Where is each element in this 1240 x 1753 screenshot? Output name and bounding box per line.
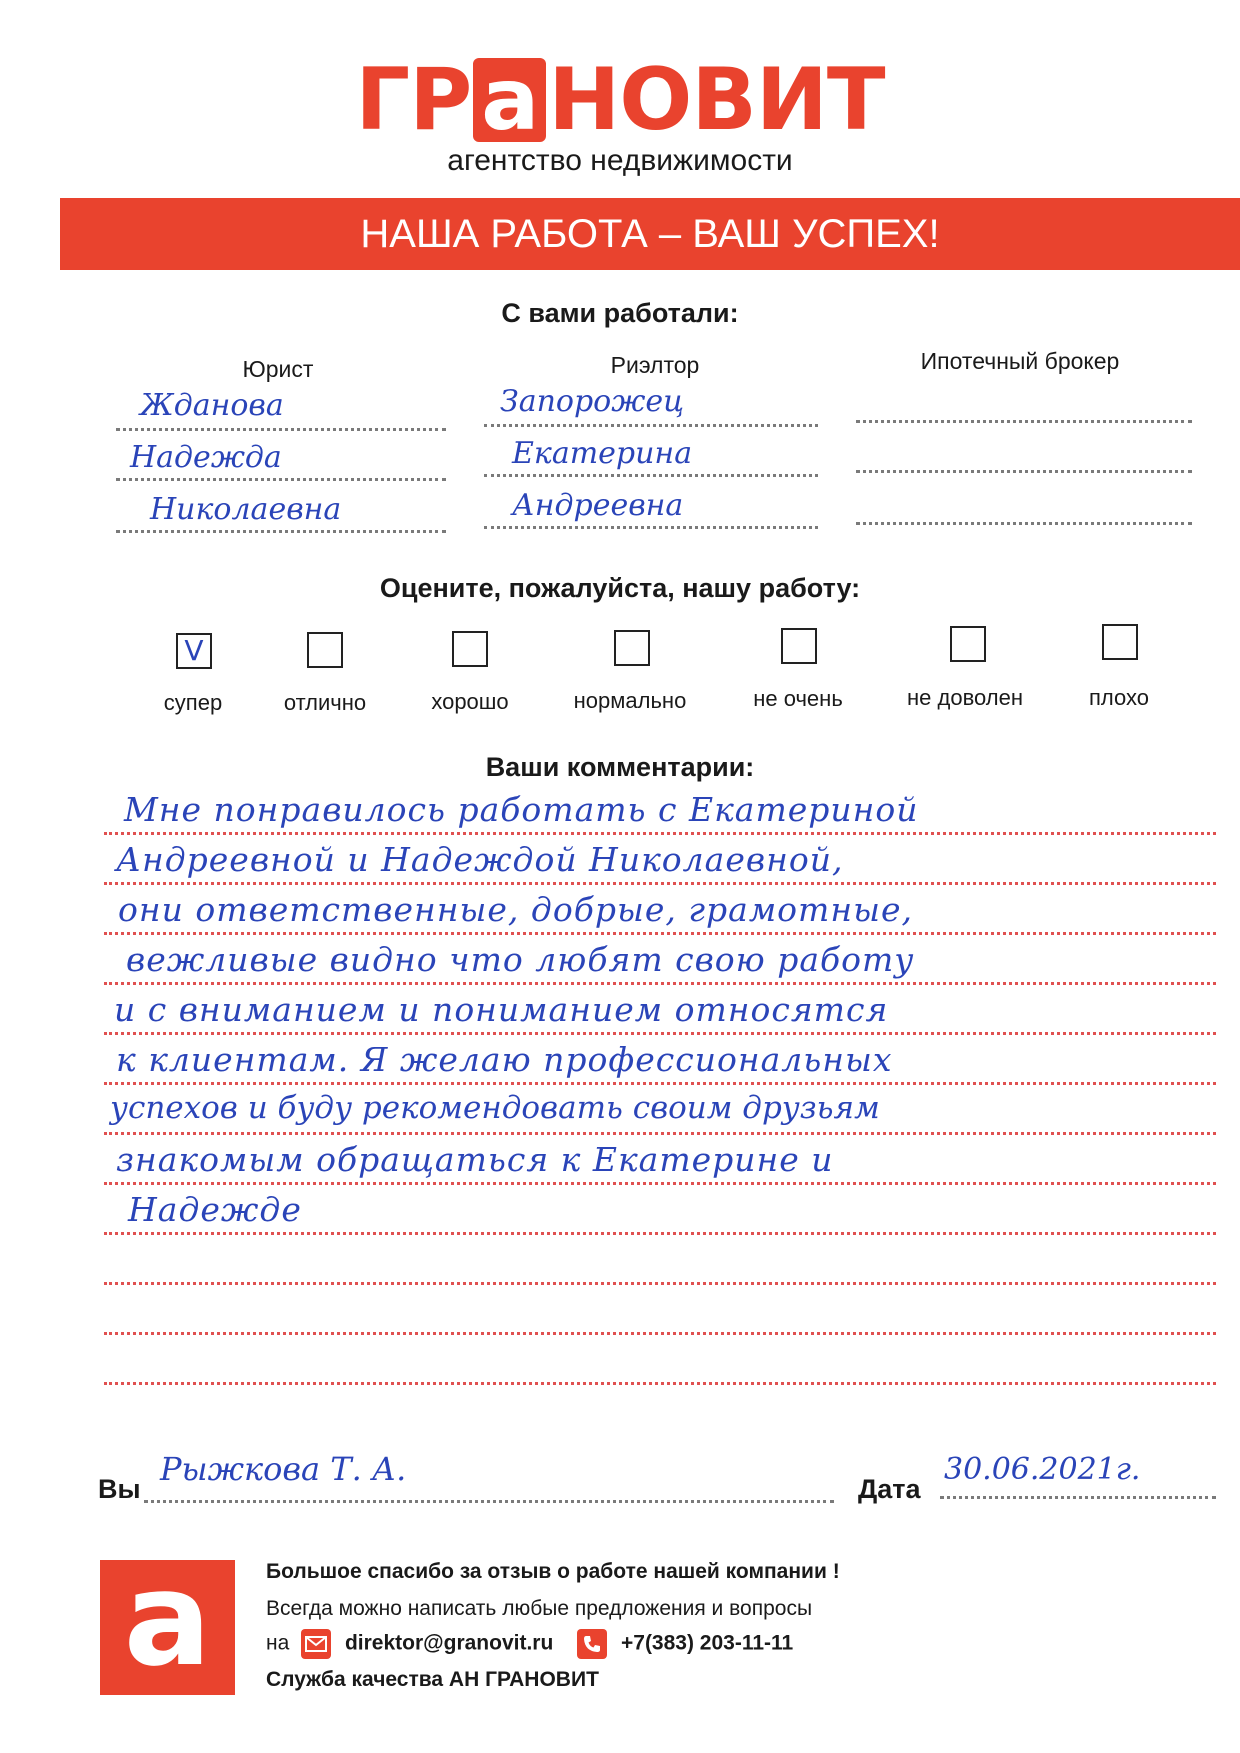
rating-checkbox-dissatisfied[interactable]: [950, 626, 986, 662]
date-line: [940, 1496, 1216, 1499]
logo-suffix: НОВИТ: [548, 50, 885, 150]
phone-link[interactable]: +7(383) 203-11-11: [621, 1631, 794, 1655]
comment-text-line-3: они ответственные, добрые, грамотные,: [118, 890, 913, 929]
rating-label-super: супер: [163, 690, 223, 715]
rating-label-bad: плохо: [1089, 685, 1149, 710]
comment-text-line-1: Мне понравилось работать с Екатериной: [124, 790, 919, 829]
role-realtor: Риэлтор: [610, 352, 700, 378]
rating-label-not-great: не очень: [753, 686, 843, 711]
comment-line: [104, 1082, 1216, 1085]
date-value: 30.06.2021г.: [944, 1452, 1141, 1487]
realtor-line-2: [484, 474, 818, 477]
realtor-patronymic: Андреевна: [512, 488, 684, 523]
realtor-surname: Запорожец: [500, 384, 685, 419]
company-logo: [0, 52, 1240, 148]
lawyer-line-1: [116, 428, 446, 431]
lawyer-patronymic: Николаевна: [150, 492, 342, 527]
comment-line: [104, 982, 1216, 985]
rating-section-title: Оцените, пожалуйста, нашу работу:: [379, 573, 861, 603]
logo-highlight-letter: а: [473, 58, 546, 142]
comment-line: [104, 1132, 1216, 1135]
comment-line: [104, 1282, 1216, 1285]
slogan-banner: НАША РАБОТА – ВАШ УСПЕХ!: [60, 198, 1240, 270]
comment-line: [104, 882, 1216, 885]
comment-line: [104, 832, 1216, 835]
company-tagline: агентство недвижимости: [447, 144, 793, 177]
broker-line-3: [856, 522, 1192, 525]
footer-service: Служба качества АН ГРАНОВИТ: [266, 1668, 599, 1691]
rating-checkbox-excellent[interactable]: [307, 632, 343, 668]
footer-logo-letter: а: [123, 1543, 212, 1695]
comments-section-title: Ваши комментарии:: [485, 752, 755, 782]
comment-text-line-2: Андреевной и Надеждой Николаевной,: [116, 840, 844, 879]
rating-checkbox-normal[interactable]: [614, 630, 650, 666]
comment-line: [104, 1382, 1216, 1385]
broker-line-2: [856, 470, 1192, 473]
comment-line: [104, 1332, 1216, 1335]
rating-label-excellent: отлично: [283, 690, 367, 715]
rating-label-normal: нормально: [573, 688, 687, 713]
footer-invite: Всегда можно написать любые предложения и вопросы: [266, 1597, 813, 1620]
comment-line: [104, 1032, 1216, 1035]
rating-checkbox-bad[interactable]: [1102, 624, 1138, 660]
comment-line: [104, 1232, 1216, 1235]
footer-thanks: Большое спасибо за отзыв о работе нашей компании !: [266, 1560, 840, 1583]
footer-logo: [100, 1543, 235, 1695]
realtor-line-1: [484, 424, 818, 427]
staff-section-title: С вами работали:: [501, 298, 739, 328]
phone-icon: [577, 1629, 607, 1659]
broker-line-1: [856, 420, 1192, 423]
email-link[interactable]: direktor@granovit.ru: [344, 1631, 554, 1655]
rating-checkbox-not-great[interactable]: [781, 628, 817, 664]
comment-text-line-9: Надежде: [128, 1190, 302, 1229]
you-line: [144, 1500, 834, 1503]
you-label: Вы: [98, 1474, 141, 1504]
lawyer-line-2: [116, 478, 446, 481]
role-lawyer: Юрист: [242, 356, 314, 382]
mail-icon: [301, 1629, 331, 1659]
comment-line: [104, 932, 1216, 935]
comment-text-line-5: и с вниманием и пониманием относятся: [114, 990, 889, 1029]
date-label: Дата: [858, 1474, 921, 1504]
comment-text-line-4: вежливые видно что любят свою работу: [126, 940, 915, 979]
comment-text-line-7: успехов и буду рекомендовать своим друзьям: [110, 1090, 880, 1126]
checkmark-icon: V: [184, 634, 204, 667]
comment-text-line-6: к клиентам. Я желаю профессиональных: [116, 1040, 893, 1079]
role-broker: Ипотечный брокер: [920, 348, 1120, 374]
realtor-line-3: [484, 526, 818, 529]
rating-label-dissatisfied: не доволен: [907, 685, 1023, 710]
realtor-first-name: Екатерина: [512, 436, 693, 471]
customer-signature: Рыжкова Т. А.: [160, 1450, 407, 1488]
comment-line: [104, 1182, 1216, 1185]
rating-checkbox-super[interactable]: [176, 633, 212, 669]
comment-text-line-8: знакомым обращаться к Екатерине и: [116, 1140, 834, 1179]
footer-contacts: [266, 1629, 793, 1659]
rating-checkbox-good[interactable]: [452, 631, 488, 667]
logo-prefix: ГР: [355, 50, 472, 150]
lawyer-first-name: Надежда: [130, 440, 282, 475]
contact-prefix: на: [266, 1631, 290, 1655]
lawyer-surname: Жданова: [140, 388, 284, 423]
lawyer-line-3: [116, 530, 446, 533]
rating-label-good: хорошо: [431, 689, 509, 714]
